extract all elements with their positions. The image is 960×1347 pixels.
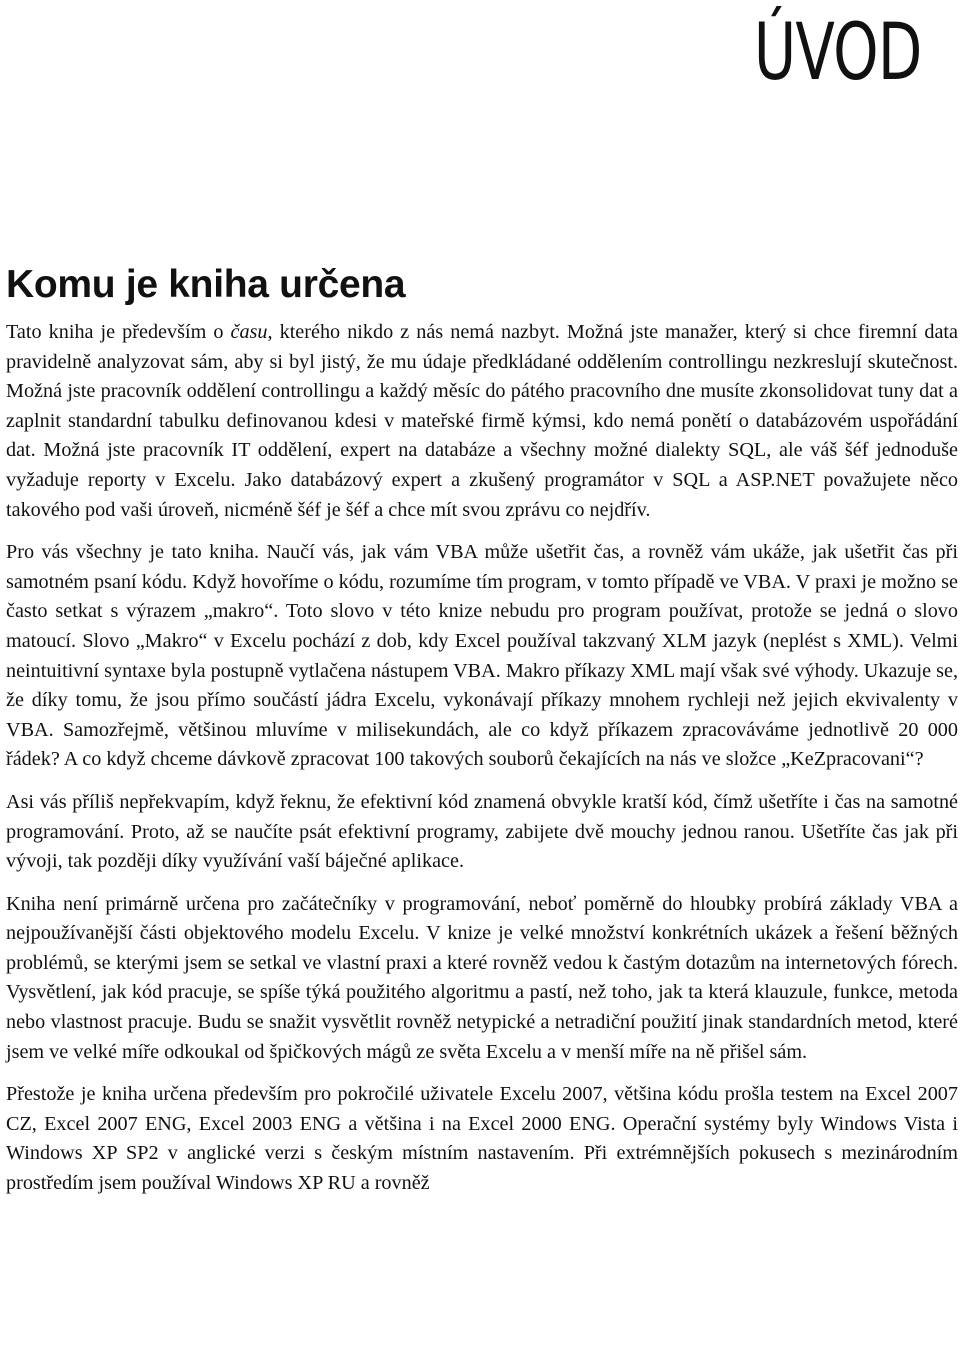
paragraph-text: Tato kniha je především o (6, 321, 231, 343)
paragraph: Asi vás příliš nepřekvapím, když řeknu, že efektivní kód znamená obvykle kratší kód, čímž ušetříte i čas na samotné programování. Proto, až se naučíte psát efektivní programy, zabijete dvě mouchy jednou ranou. Ušetříte čas jak při vývoji, tak později díky využívání vaší báječné aplikace. (6, 790, 958, 873)
paragraph: Přestože je kniha určena především pro pokročilé uživatele Excelu 2007, většina kódu prošla testem na Excel 2007 CZ, Excel 2007 ENG, Excel 2003 ENG a většina i na Excel 2000 ENG. Operační systémy byly Windows Vista i Windows XP SP2 v anglické verzi s českým místním nastavením. Při extrémnějších pokusech s mezinárodním prostředím jsem používal Windows XP RU a rovněž (6, 1083, 958, 1195)
section-heading: Komu je kniha určena (6, 263, 406, 306)
chapter-title: ÚVOD (754, 8, 922, 98)
body-text (6, 318, 958, 1212)
emphasis-text: času (230, 321, 268, 343)
paragraph: Kniha není primárně určena pro začátečníky v programování, neboť poměrně do hloubky probírá základy VBA a nejpoužívanější části objektového modelu Excelu. V knize je velké množství konkrétních ukázek a řešení běžných problémů, se kterými jsem se setkal ve vlastní praxi a které rovněž vedou k častým dotazům na internetových fórech. Vysvětlení, jak kód pracuje, se spíše týká použitého algoritmu a pastí, než toho, jak ta která klauzule, funkce, metoda nebo vlastnost pracuje. Budu se snažit vysvětlit rovněž netypické a netradiční použití jinak standardních metod, které jsem ve velké míře odkoukal od špičkových mágů ze světa Excelu a v menší míře na ně přišel sám. (6, 892, 958, 1063)
paragraph (6, 318, 958, 525)
paragraph-text: , kterého nikdo z nás nemá nazbyt. Možná jste manažer, který si chce firemní data pravidelně analyzovat sám, aby si byl jistý, že mu údaje předkládané oddělením controllingu nezkreslují skutečnost. Možná jste pracovník oddělení controllingu a každý měsíc do pátého pracovního dne musíte zkonsolidovat tuny dat a zaplnit standardní tabulku definovanou kdesi v mateřské firmě kýmsi, kdo nemá ponětí o databázovém uspořádání dat. Možná jste pracovník IT oddělení, expert na databáze a všechny možné dialekty SQL, ale váš šéf jednoduše vyžaduje reporty v Excelu. Jako databázový expert a zkušený programátor v SQL a ASP.NET považujete něco takového pod vaši úroveň, nicméně šéf je šéf a chce mít svou zprávu co nejdřív. (6, 321, 958, 521)
paragraph: Pro vás všechny je tato kniha. Naučí vás, jak vám VBA může ušetřit čas, a rovněž vám ukáže, jak ušetřit čas při samotném psaní kódu. Když hovoříme o kódu, rozumíme tím program, v tomto případě ve VBA. V praxi je možno se často setkat s výrazem „makro“. Toto slovo v této knize nebudu pro program používat, protože se jedná o slovo matoucí. Slovo „Makro“ v Excelu pochází z dob, kdy Excel používal takzvaný XLM jazyk (neplést s XML). Velmi neintuitivní syntaxe byla postupně vytlačena nástupem VBA. Makro příkazy XML mají však své výhody. Ukazuje se, že díky tomu, že jsou přímo součástí jádra Excelu, vykonávají příkazy mnohem rychleji než jejich ekvivalenty v VBA. Samozřejmě, většinou mluvíme v milisekundách, ale co když příkazem zpracováváme jednotlivě 20 000 řádek? A co když chceme dávkově zpracovat 100 takových souborů čekajících na nás ve složce „KeZpracovani“? (6, 541, 958, 771)
